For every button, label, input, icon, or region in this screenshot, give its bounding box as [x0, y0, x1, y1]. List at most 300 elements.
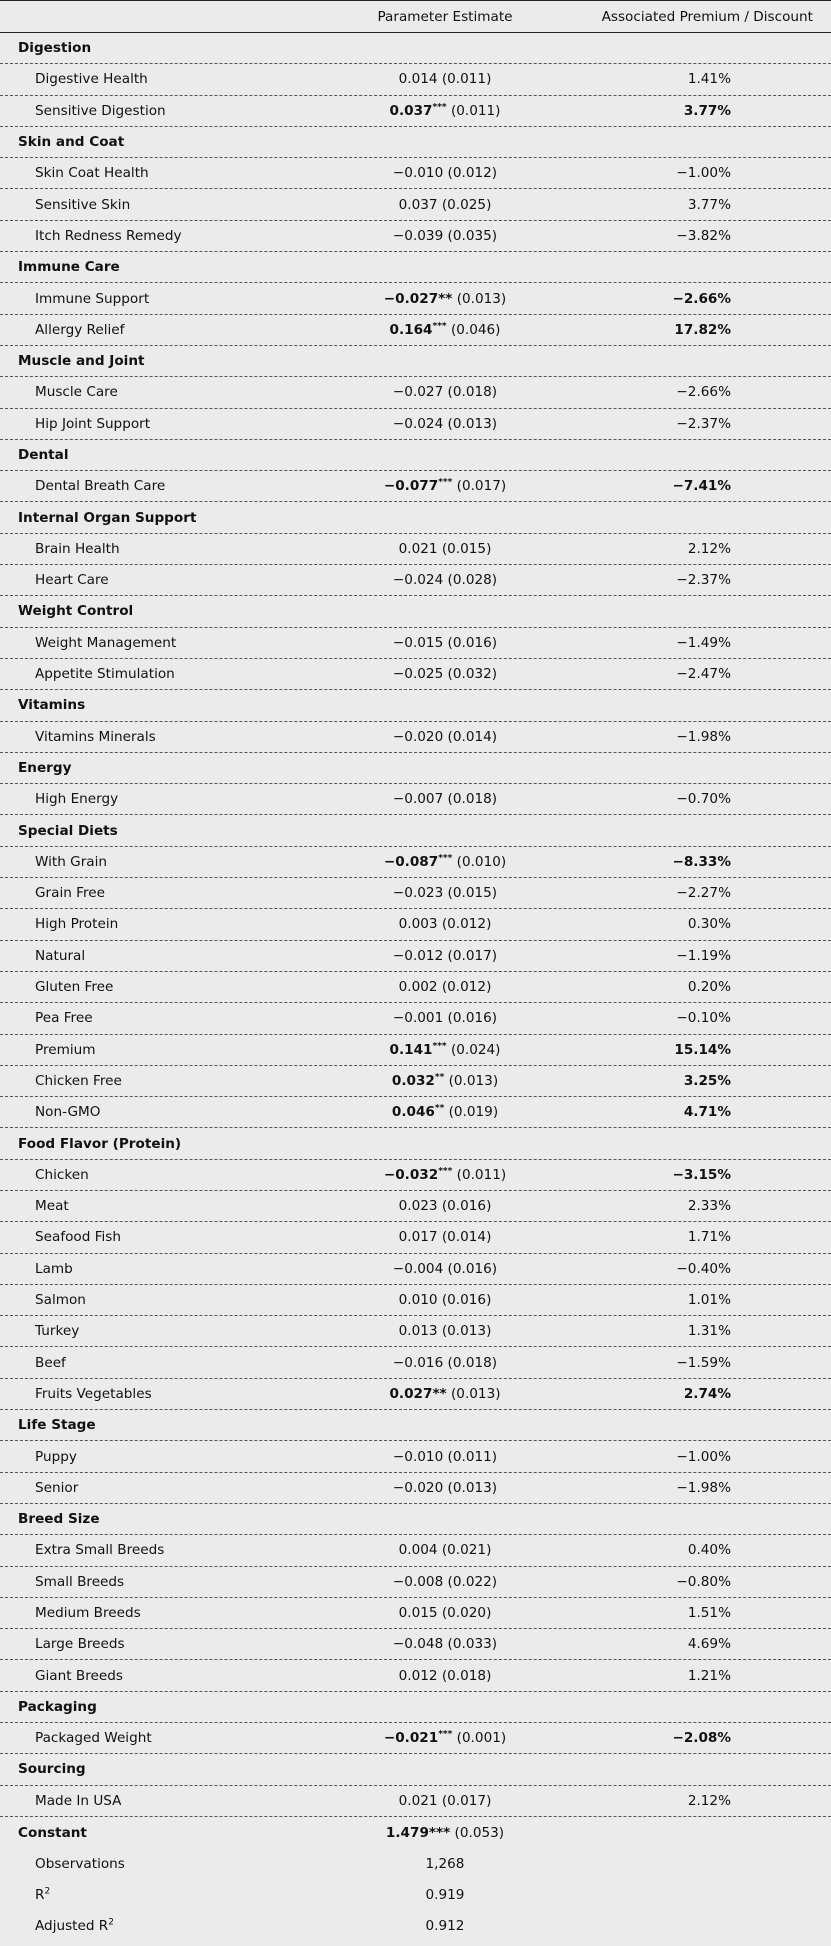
stat-superscript: 2 — [108, 1917, 114, 1928]
premium-value: −8.33% — [672, 853, 731, 870]
constant-number: 1.479*** — [385, 1824, 451, 1841]
standard-error: (0.022) — [443, 1573, 498, 1590]
estimate-cell — [300, 228, 590, 244]
premium-value: −1.98% — [676, 728, 731, 745]
table-row — [0, 1222, 831, 1253]
estimate-value — [384, 1730, 506, 1746]
premium-value: 0.30% — [687, 916, 731, 933]
standard-error: (0.013) — [444, 1072, 499, 1089]
estimate-cell — [300, 165, 590, 181]
estimate-number: 0.037 — [398, 196, 438, 213]
estimate-cell — [300, 197, 590, 213]
estimate-value — [393, 729, 497, 745]
group-title: Food Flavor (Protein) — [18, 1135, 182, 1152]
table-row — [0, 409, 831, 440]
standard-error: (0.020) — [437, 1604, 492, 1621]
estimate-cell — [300, 1323, 590, 1339]
estimate-value — [384, 478, 506, 494]
estimate-value — [399, 979, 492, 995]
estimate-cell — [300, 71, 590, 87]
variable-name: Grain Free — [35, 885, 106, 902]
group-title: Packaging — [18, 1698, 97, 1715]
estimate-value — [393, 165, 497, 181]
variable-name: Sensitive Digestion — [35, 102, 166, 119]
group-title: Internal Organ Support — [18, 509, 197, 526]
estimate-cell — [300, 1355, 590, 1371]
estimate-number: −0.039 — [392, 227, 444, 244]
estimate-value — [393, 1355, 497, 1371]
standard-error: (0.016) — [437, 1292, 492, 1309]
estimate-number: 0.004 — [398, 1542, 438, 1559]
group-title: Sourcing — [18, 1761, 86, 1778]
estimate-cell — [300, 1229, 590, 1245]
estimate-number: −0.007 — [392, 791, 444, 808]
estimate-cell — [300, 885, 590, 901]
premium-value: 0.20% — [687, 979, 731, 996]
variable-name: Premium — [35, 1041, 96, 1058]
variable-name: Seafood Fish — [35, 1229, 121, 1246]
standard-error: (0.018) — [437, 1667, 492, 1684]
estimate-number: 0.003 — [398, 916, 438, 933]
estimate-value — [393, 1636, 497, 1652]
variable-name: High Energy — [35, 791, 119, 808]
group-title: Digestion — [18, 40, 92, 57]
variable-name: Dental Breath Care — [35, 478, 166, 495]
table-row — [0, 1535, 831, 1566]
variable-name: Skin Coat Health — [35, 165, 149, 182]
variable-name: Non-GMO — [35, 1104, 101, 1121]
estimate-cell — [300, 1636, 590, 1652]
standard-error: (0.016) — [443, 1260, 498, 1277]
group-title: Special Diets — [18, 822, 118, 839]
estimate-value — [393, 384, 497, 400]
premium-value: −1.59% — [676, 1354, 731, 1371]
group-row — [0, 1754, 831, 1785]
table-row — [0, 1567, 831, 1598]
table-row — [0, 1035, 831, 1066]
estimate-cell — [300, 635, 590, 651]
significance-stars: ** — [434, 1072, 445, 1083]
group-row — [0, 1504, 831, 1535]
estimate-cell — [300, 1104, 590, 1120]
table-row — [0, 96, 831, 127]
estimate-cell — [300, 916, 590, 932]
table-row — [0, 1066, 831, 1097]
estimate-value — [392, 1073, 498, 1089]
variable-name: Chicken — [35, 1166, 89, 1183]
estimate-value — [393, 1574, 497, 1590]
variable-name: Digestive Health — [35, 71, 148, 88]
estimate-cell — [300, 1073, 590, 1089]
table-row — [0, 315, 831, 346]
premium-value: −2.08% — [672, 1730, 731, 1747]
estimate-value — [390, 1042, 501, 1058]
significance-stars: *** — [432, 321, 447, 332]
variable-name: Muscle Care — [35, 384, 118, 401]
estimate-cell — [300, 1010, 590, 1026]
stats-row — [0, 1848, 831, 1879]
variable-name: Fruits Vegetables — [35, 1385, 152, 1402]
standard-error: (0.001) — [452, 1730, 507, 1747]
estimate-number: −0.048 — [392, 1636, 444, 1653]
estimate-value — [399, 197, 492, 213]
table-row — [0, 784, 831, 815]
table-row — [0, 377, 831, 408]
premium-value: −2.47% — [676, 666, 731, 683]
estimate-value — [393, 635, 497, 651]
estimate-cell — [300, 1167, 590, 1183]
group-row — [0, 753, 831, 784]
estimate-cell — [300, 791, 590, 807]
standard-error: (0.011) — [452, 1166, 507, 1183]
premium-value: 4.69% — [687, 1636, 731, 1653]
estimate-cell — [300, 1261, 590, 1277]
estimate-cell — [300, 666, 590, 682]
premium-value: 1.41% — [687, 71, 731, 88]
estimate-number: −0.087*** — [383, 853, 453, 870]
estimate-number: 0.021 — [398, 540, 438, 557]
standard-error: (0.017) — [452, 478, 507, 495]
table-row — [0, 158, 831, 189]
stats-row — [0, 1880, 831, 1911]
table-row — [0, 1003, 831, 1034]
estimate-cell — [300, 1542, 590, 1558]
estimate-cell — [300, 416, 590, 432]
estimate-value — [393, 791, 497, 807]
estimate-cell — [300, 1480, 590, 1496]
constant-estimate — [300, 1825, 590, 1841]
premium-value: 3.25% — [683, 1072, 731, 1089]
estimate-value — [399, 1793, 492, 1809]
standard-error: (0.016) — [437, 1198, 492, 1215]
variable-name: Brain Health — [35, 540, 120, 557]
standard-error: (0.033) — [443, 1636, 498, 1653]
table-row — [0, 534, 831, 565]
estimate-cell — [300, 291, 590, 307]
estimate-cell — [300, 1386, 590, 1402]
standard-error: (0.014) — [437, 1229, 492, 1246]
estimate-number: 0.014 — [398, 71, 438, 88]
table-row — [0, 1160, 831, 1191]
group-title: Vitamins — [18, 697, 86, 714]
premium-value: 1.01% — [687, 1292, 731, 1309]
variable-name: Beef — [35, 1354, 66, 1371]
variable-name: Lamb — [35, 1260, 73, 1277]
estimate-value — [393, 1261, 497, 1277]
table-row — [0, 1786, 831, 1817]
estimate-value — [392, 1104, 498, 1120]
table-body — [0, 33, 831, 1942]
premium-value: 15.14% — [674, 1041, 731, 1058]
table-row — [0, 972, 831, 1003]
variable-name: Sensitive Skin — [35, 196, 131, 213]
estimate-value — [399, 916, 492, 932]
estimate-cell — [300, 1449, 590, 1465]
group-title: Energy — [18, 759, 72, 776]
estimate-number: 0.010 — [398, 1292, 438, 1309]
group-title: Muscle and Joint — [18, 353, 145, 370]
significance-stars: *** — [438, 1166, 453, 1177]
group-title: Dental — [18, 447, 69, 463]
table-row — [0, 1660, 831, 1691]
premium-value: −3.82% — [676, 227, 731, 244]
estimate-value — [399, 1668, 492, 1684]
premium-value: −1.00% — [676, 1448, 731, 1465]
standard-error: (0.013) — [446, 1385, 501, 1402]
stat-label: $R^2$ — [35, 1886, 51, 1904]
estimate-cell — [300, 1198, 590, 1214]
standard-error: (0.014) — [443, 728, 498, 745]
table-row — [0, 909, 831, 940]
premium-value: −7.41% — [672, 478, 731, 495]
table-header — [0, 1, 831, 33]
constant-se: (0.053) — [450, 1824, 505, 1841]
estimate-value — [384, 291, 506, 307]
estimate-cell — [300, 948, 590, 964]
table-row — [0, 471, 831, 502]
table-row — [0, 565, 831, 596]
table-row — [0, 1285, 831, 1316]
standard-error: (0.046) — [446, 321, 501, 338]
estimate-number: −0.001 — [392, 1010, 444, 1027]
variable-name: Made In USA — [35, 1792, 122, 1809]
estimate-number: −0.004 — [392, 1260, 444, 1277]
table-row — [0, 221, 831, 252]
table-row — [0, 1191, 831, 1222]
estimate-cell — [300, 1668, 590, 1684]
table-row — [0, 847, 831, 878]
standard-error: (0.015) — [437, 540, 492, 557]
table-row — [0, 283, 831, 314]
estimate-cell — [300, 384, 590, 400]
premium-value: 2.12% — [687, 540, 731, 557]
group-row — [0, 690, 831, 721]
estimate-cell — [300, 1730, 590, 1746]
variable-name: Weight Management — [35, 634, 177, 651]
standard-error: (0.016) — [443, 634, 498, 651]
premium-value: 2.33% — [687, 1198, 731, 1215]
premium-value: 1.21% — [687, 1667, 731, 1684]
variable-name: Large Breeds — [35, 1636, 125, 1653]
variable-name: Gluten Free — [35, 979, 114, 996]
premium-value: −1.49% — [676, 634, 731, 651]
estimate-value — [393, 1449, 497, 1465]
estimate-value — [399, 1605, 492, 1621]
estimate-number: 0.002 — [398, 979, 438, 996]
standard-error: (0.018) — [443, 384, 498, 401]
estimate-value — [399, 1323, 492, 1339]
estimate-cell — [300, 1574, 590, 1590]
standard-error: (0.013) — [452, 290, 507, 307]
estimate-value — [389, 1386, 500, 1402]
standard-error: (0.017) — [437, 1792, 492, 1809]
constant-label: Constant — [18, 1824, 87, 1841]
standard-error: (0.012) — [437, 979, 492, 996]
premium-value: 4.71% — [683, 1104, 731, 1121]
variable-name: Vitamins Minerals — [35, 728, 156, 745]
standard-error: (0.016) — [443, 1010, 498, 1027]
estimate-number: 0.017 — [398, 1229, 438, 1246]
estimate-number: −0.015 — [392, 634, 444, 651]
variable-name: Giant Breeds — [35, 1667, 123, 1684]
estimate-number: 0.027** — [389, 1385, 447, 1402]
table-row — [0, 1316, 831, 1347]
table-row — [0, 1723, 831, 1754]
estimate-number: −0.020 — [392, 1479, 444, 1496]
variable-name: High Protein — [35, 916, 119, 933]
estimate-value — [399, 71, 492, 87]
stat-label: Observations — [35, 1855, 125, 1872]
estimate-number: −0.010 — [392, 1448, 444, 1465]
significance-stars: *** — [438, 1729, 453, 1740]
estimate-value — [399, 541, 492, 557]
estimate-number: −0.027** — [383, 290, 453, 307]
standard-error: (0.018) — [443, 791, 498, 808]
table-row — [0, 1347, 831, 1378]
premium-value: −1.19% — [676, 947, 731, 964]
header-premium: Associated Premium / Discount — [601, 8, 813, 25]
premium-value: −2.27% — [676, 885, 731, 902]
table-row — [0, 659, 831, 690]
premium-value: 1.71% — [687, 1229, 731, 1246]
variable-name: Medium Breeds — [35, 1604, 141, 1621]
standard-error: (0.032) — [443, 666, 498, 683]
estimate-cell — [300, 1605, 590, 1621]
group-row — [0, 1128, 831, 1159]
group-row — [0, 33, 831, 64]
group-row — [0, 346, 831, 377]
group-row — [0, 252, 831, 283]
premium-value: −1.00% — [676, 165, 731, 182]
table-row — [0, 1254, 831, 1285]
premium-value: 3.77% — [687, 196, 731, 213]
standard-error: (0.018) — [443, 1354, 498, 1371]
table-row — [0, 628, 831, 659]
estimate-number: −0.077*** — [383, 477, 453, 495]
group-title: Life Stage — [18, 1417, 96, 1434]
variable-name: Heart Care — [35, 572, 109, 589]
constant-row — [0, 1817, 831, 1848]
variable-name: Small Breeds — [35, 1573, 125, 1590]
estimate-value — [384, 854, 506, 870]
estimate-cell — [300, 1793, 590, 1809]
premium-value: −3.15% — [672, 1166, 731, 1183]
estimate-number: −0.021*** — [383, 1729, 453, 1747]
estimate-cell — [300, 103, 590, 119]
header-estimate: Parameter Estimate — [377, 8, 513, 25]
estimate-cell — [300, 729, 590, 745]
estimate-value — [393, 666, 497, 682]
premium-value: 1.51% — [687, 1604, 731, 1621]
estimate-value — [384, 1167, 506, 1183]
estimate-number: 0.021 — [398, 1792, 438, 1809]
estimate-cell — [300, 1292, 590, 1308]
standard-error: (0.021) — [437, 1542, 492, 1559]
table-row — [0, 1598, 831, 1629]
estimate-number: 0.015 — [398, 1604, 438, 1621]
standard-error: (0.013) — [443, 415, 498, 432]
premium-value: −0.40% — [676, 1260, 731, 1277]
stat-label: Adjusted $R^2$ — [35, 1917, 114, 1935]
estimate-value — [399, 1198, 492, 1214]
variable-name: Packaged Weight — [35, 1730, 152, 1747]
standard-error: (0.025) — [437, 196, 492, 213]
group-row — [0, 815, 831, 846]
variable-name: Turkey — [35, 1323, 80, 1340]
variable-name: Allergy Relief — [35, 321, 125, 338]
group-row — [0, 596, 831, 627]
estimate-number: 0.164*** — [389, 321, 447, 338]
estimate-value — [393, 885, 497, 901]
significance-stars: ** — [434, 1103, 445, 1114]
group-title: Weight Control — [18, 603, 134, 620]
stat-value: 0.919 — [425, 1887, 465, 1904]
estimate-value — [399, 1292, 492, 1308]
estimate-cell — [300, 1042, 590, 1058]
estimate-cell — [300, 854, 590, 870]
significance-stars: ** — [432, 1385, 447, 1402]
estimate-cell — [300, 541, 590, 557]
variable-name: Puppy — [35, 1448, 77, 1465]
group-row — [0, 502, 831, 533]
estimate-value — [393, 228, 497, 244]
variable-name: Salmon — [35, 1292, 86, 1309]
variable-name: Chicken Free — [35, 1072, 122, 1089]
estimate-value — [393, 416, 497, 432]
group-row — [0, 440, 831, 471]
table-row — [0, 1379, 831, 1410]
stat-superscript: 2 — [44, 1886, 51, 1897]
table-row — [0, 941, 831, 972]
estimate-number: −0.024 — [392, 572, 444, 589]
group-title: Skin and Coat — [18, 134, 125, 151]
standard-error: (0.011) — [443, 1448, 498, 1465]
table-row — [0, 64, 831, 95]
standard-error: (0.012) — [443, 165, 498, 182]
estimate-number: −0.032*** — [383, 1166, 453, 1183]
table-row — [0, 1629, 831, 1660]
variable-name: Immune Support — [35, 290, 150, 307]
premium-value: 2.12% — [687, 1792, 731, 1809]
estimate-number: 0.046** — [391, 1103, 445, 1121]
estimate-number: −0.020 — [392, 728, 444, 745]
variable-name: Natural — [35, 947, 86, 964]
estimate-value — [399, 1229, 492, 1245]
table-row — [0, 722, 831, 753]
estimate-value — [393, 1480, 497, 1496]
estimate-value — [390, 322, 501, 338]
premium-value: −2.37% — [676, 572, 731, 589]
variable-name: Meat — [35, 1198, 69, 1215]
premium-value: 1.31% — [687, 1323, 731, 1340]
stats-row — [0, 1911, 831, 1942]
group-row — [0, 1410, 831, 1441]
variable-name: Itch Redness Remedy — [35, 227, 182, 244]
estimate-number: −0.023 — [392, 885, 444, 902]
premium-value: 2.74% — [683, 1385, 731, 1402]
premium-value: −0.10% — [676, 1010, 731, 1027]
estimate-number: 0.012 — [398, 1667, 438, 1684]
stat-value: 0.912 — [425, 1918, 465, 1935]
table-row — [0, 1473, 831, 1504]
estimate-value — [393, 1010, 497, 1026]
estimate-number: −0.027 — [392, 384, 444, 401]
table-row — [0, 189, 831, 220]
estimate-number: −0.012 — [392, 947, 444, 964]
group-row — [0, 1692, 831, 1723]
estimate-value — [399, 1542, 492, 1558]
standard-error: (0.015) — [443, 885, 498, 902]
